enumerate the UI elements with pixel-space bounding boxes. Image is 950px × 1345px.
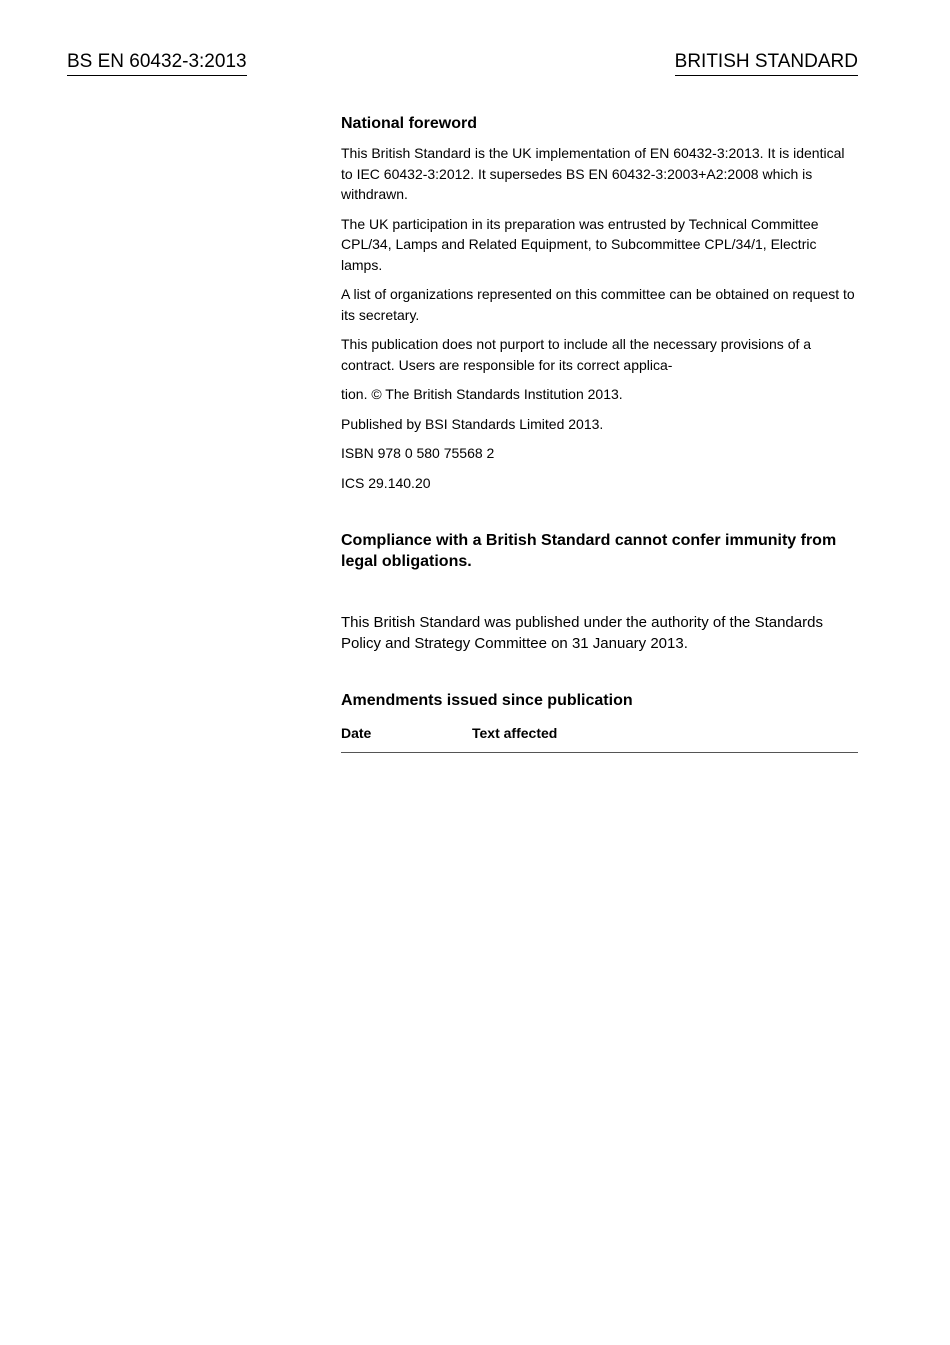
foreword-heading: National foreword <box>341 115 478 132</box>
main-content <box>341 113 858 753</box>
compliance-statement: Compliance with a British Standard cannot confer immunity from legal obligations. <box>341 532 837 570</box>
foreword-paragraph: This publication does not purport to include all the necessary provisions of a contract. Users are responsible for its correct applica- <box>341 336 812 373</box>
isbn: ISBN 978 0 580 75568 2 <box>341 445 495 461</box>
column-header-date: Date <box>341 725 372 741</box>
amendments-table-header <box>341 724 858 753</box>
foreword-paragraph: tion. © The British Standards Institution 2013. <box>341 386 623 402</box>
column-header-text-affected: Text affected <box>472 725 558 741</box>
amendments-heading: Amendments issued since publication <box>341 692 633 709</box>
authority-statement: This British Standard was published under the authority of the Standards Policy and Strategy Committee on 31 January 2013. <box>341 614 823 652</box>
document-type: BRITISH STANDARD <box>675 50 858 76</box>
ics: ICS 29.140.20 <box>341 474 431 491</box>
document-id: BS EN 60432-3:2013 <box>67 50 247 76</box>
foreword-paragraph: The UK participation in its preparation was entrusted by Technical Committee CPL/34, Lamps and Related Equipment, to Subcommittee CPL/34/1, Electric lamps. <box>341 215 819 273</box>
foreword-paragraph: A list of organizations represented on this committee can be obtained on request to its secretary. <box>341 286 855 323</box>
foreword-paragraph: This British Standard is the UK implementation of EN 60432-3:2013. It is identical to IEC 60432-3:2012. It supersedes BS EN 60432-3:2003+A2:2008 which is withdrawn. <box>341 145 845 202</box>
published-by: Published by BSI Standards Limited 2013. <box>341 415 604 432</box>
